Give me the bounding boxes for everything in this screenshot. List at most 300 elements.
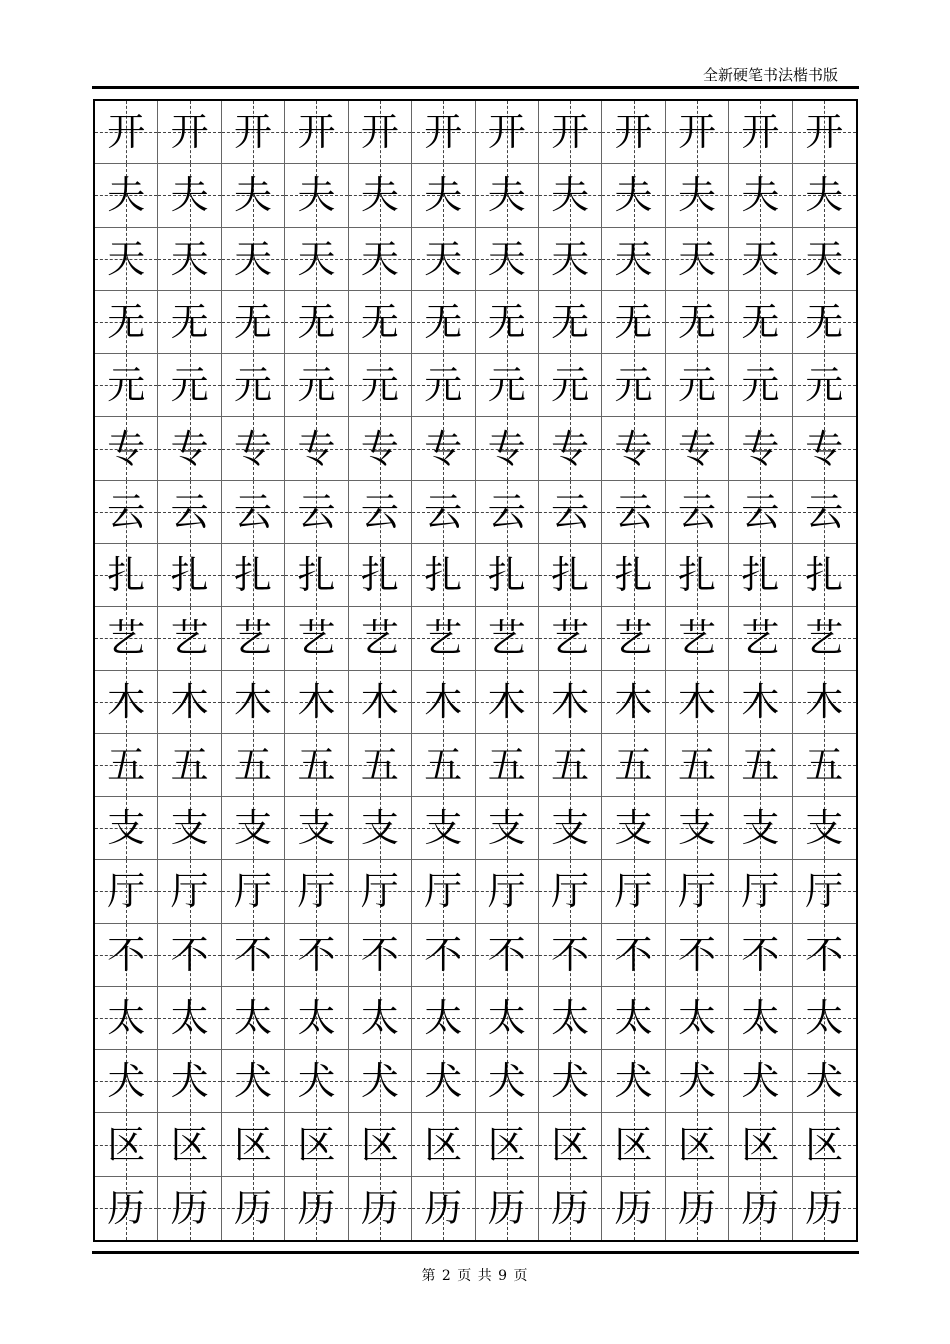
- practice-character: 支: [551, 806, 590, 851]
- practice-character: 艺: [424, 616, 463, 661]
- practice-cell: [349, 417, 412, 480]
- practice-character: 夫: [551, 173, 590, 218]
- practice-character: 五: [614, 742, 653, 787]
- practice-character: 历: [360, 1186, 399, 1231]
- practice-cell: [412, 1177, 475, 1240]
- practice-character: 开: [487, 110, 526, 155]
- practice-character: 五: [424, 742, 463, 787]
- practice-character: 犬: [360, 1059, 399, 1104]
- practice-character: 艺: [234, 616, 273, 661]
- practice-character: 专: [234, 426, 273, 471]
- practice-cell: [793, 1113, 856, 1176]
- practice-character: 夫: [487, 173, 526, 218]
- practice-character: 不: [551, 932, 590, 977]
- practice-cell: [95, 987, 158, 1050]
- practice-cell: [349, 734, 412, 797]
- practice-cell: [158, 1113, 221, 1176]
- practice-character: 历: [741, 1186, 780, 1231]
- practice-character: 木: [677, 679, 716, 724]
- practice-cell: [539, 101, 602, 164]
- practice-cell: [666, 1050, 729, 1113]
- practice-character: 元: [107, 363, 146, 408]
- practice-character: 区: [170, 1122, 209, 1167]
- practice-character: 太: [107, 996, 146, 1041]
- practice-cell: [539, 1050, 602, 1113]
- practice-character: 开: [297, 110, 336, 155]
- practice-cell: [95, 101, 158, 164]
- practice-character: 历: [614, 1186, 653, 1231]
- practice-character: 专: [741, 426, 780, 471]
- practice-cell: [222, 924, 285, 987]
- practice-cell: [222, 607, 285, 670]
- practice-character: 不: [107, 932, 146, 977]
- practice-character: 夫: [741, 173, 780, 218]
- practice-cell: [285, 544, 348, 607]
- practice-cell: [476, 481, 539, 544]
- practice-cell: [285, 354, 348, 417]
- practice-cell: [539, 987, 602, 1050]
- practice-cell: [285, 1177, 348, 1240]
- practice-character: 厅: [297, 869, 336, 914]
- practice-cell: [729, 417, 792, 480]
- practice-character: 不: [170, 932, 209, 977]
- practice-character: 专: [551, 426, 590, 471]
- practice-cell: [729, 797, 792, 860]
- practice-character: 历: [107, 1186, 146, 1231]
- practice-character: 元: [741, 363, 780, 408]
- practice-cell: [539, 860, 602, 923]
- practice-cell: [793, 671, 856, 734]
- practice-cell: [349, 164, 412, 227]
- practice-cell: [95, 734, 158, 797]
- practice-cell: [793, 987, 856, 1050]
- practice-character: 支: [677, 806, 716, 851]
- practice-cell: [539, 797, 602, 860]
- practice-character: 夫: [677, 173, 716, 218]
- practice-character: 元: [805, 363, 844, 408]
- practice-cell: [729, 1177, 792, 1240]
- practice-character: 不: [360, 932, 399, 977]
- practice-cell: [539, 671, 602, 734]
- practice-character: 太: [297, 996, 336, 1041]
- practice-cell: [285, 734, 348, 797]
- practice-cell: [95, 1177, 158, 1240]
- practice-cell: [158, 481, 221, 544]
- practice-cell: [602, 228, 665, 291]
- practice-character: 夫: [170, 173, 209, 218]
- practice-cell: [95, 354, 158, 417]
- practice-cell: [729, 481, 792, 544]
- practice-character: 云: [741, 489, 780, 534]
- practice-cell: [285, 607, 348, 670]
- practice-character: 天: [805, 236, 844, 281]
- practice-cell: [666, 924, 729, 987]
- practice-cell: [95, 797, 158, 860]
- practice-cell: [602, 354, 665, 417]
- practice-cell: [95, 228, 158, 291]
- practice-cell: [539, 354, 602, 417]
- practice-character: 开: [805, 110, 844, 155]
- practice-character: 天: [234, 236, 273, 281]
- practice-character: 历: [170, 1186, 209, 1231]
- practice-character: 元: [234, 363, 273, 408]
- practice-cell: [539, 291, 602, 354]
- practice-cell: [158, 987, 221, 1050]
- practice-character: 元: [551, 363, 590, 408]
- practice-cell: [349, 544, 412, 607]
- practice-character: 木: [360, 679, 399, 724]
- practice-cell: [222, 860, 285, 923]
- practice-cell: [285, 164, 348, 227]
- practice-character: 元: [170, 363, 209, 408]
- practice-cell: [602, 797, 665, 860]
- practice-character: 犬: [297, 1059, 336, 1104]
- practice-character: 云: [170, 489, 209, 534]
- practice-cell: [476, 860, 539, 923]
- practice-cell: [729, 354, 792, 417]
- practice-cell: [476, 924, 539, 987]
- practice-character: 元: [487, 363, 526, 408]
- practice-cell: [95, 671, 158, 734]
- practice-cell: [222, 228, 285, 291]
- practice-character: 艺: [297, 616, 336, 661]
- practice-character: 夫: [234, 173, 273, 218]
- practice-character: 夫: [614, 173, 653, 218]
- practice-cell: [729, 671, 792, 734]
- practice-cell: [476, 607, 539, 670]
- practice-character: 开: [360, 110, 399, 155]
- practice-character: 无: [805, 299, 844, 344]
- practice-character: 云: [234, 489, 273, 534]
- practice-cell: [285, 987, 348, 1050]
- practice-character: 太: [234, 996, 273, 1041]
- practice-character: 天: [551, 236, 590, 281]
- practice-character: 五: [107, 742, 146, 787]
- practice-character: 厅: [360, 869, 399, 914]
- practice-character: 犬: [234, 1059, 273, 1104]
- practice-cell: [158, 101, 221, 164]
- practice-character: 扎: [170, 553, 209, 598]
- practice-character: 云: [614, 489, 653, 534]
- practice-character: 支: [234, 806, 273, 851]
- practice-cell: [222, 544, 285, 607]
- practice-cell: [729, 924, 792, 987]
- practice-cell: [95, 924, 158, 987]
- practice-cell: [666, 987, 729, 1050]
- header-title: 全新硬笔书法楷书版: [702, 66, 838, 84]
- practice-character: 无: [424, 299, 463, 344]
- practice-character: 五: [234, 742, 273, 787]
- practice-cell: [476, 671, 539, 734]
- practice-cell: [95, 1050, 158, 1113]
- practice-character: 五: [741, 742, 780, 787]
- practice-cell: [412, 671, 475, 734]
- practice-character: 五: [677, 742, 716, 787]
- practice-cell: [95, 417, 158, 480]
- practice-cell: [285, 671, 348, 734]
- practice-cell: [476, 228, 539, 291]
- practice-cell: [729, 228, 792, 291]
- practice-character: 扎: [551, 553, 590, 598]
- bottom-rule: [92, 1251, 859, 1254]
- practice-character: 五: [170, 742, 209, 787]
- practice-character: 五: [487, 742, 526, 787]
- practice-character: 专: [170, 426, 209, 471]
- practice-character: 木: [170, 679, 209, 724]
- practice-cell: [793, 228, 856, 291]
- practice-cell: [666, 1113, 729, 1176]
- practice-cell: [349, 671, 412, 734]
- practice-cell: [793, 544, 856, 607]
- practice-cell: [95, 291, 158, 354]
- practice-character: 支: [297, 806, 336, 851]
- practice-character: 不: [805, 932, 844, 977]
- practice-character: 开: [741, 110, 780, 155]
- practice-cell: [222, 1113, 285, 1176]
- practice-cell: [349, 797, 412, 860]
- practice-cell: [539, 1113, 602, 1176]
- practice-cell: [95, 860, 158, 923]
- practice-cell: [539, 734, 602, 797]
- practice-character: 无: [234, 299, 273, 344]
- practice-character: 木: [424, 679, 463, 724]
- practice-character: 天: [107, 236, 146, 281]
- practice-character: 五: [297, 742, 336, 787]
- practice-character: 扎: [297, 553, 336, 598]
- practice-cell: [158, 354, 221, 417]
- practice-cell: [158, 607, 221, 670]
- practice-character: 历: [234, 1186, 273, 1231]
- practice-character: 元: [360, 363, 399, 408]
- practice-cell: [412, 291, 475, 354]
- practice-cell: [602, 1177, 665, 1240]
- practice-cell: [602, 164, 665, 227]
- practice-character: 犬: [677, 1059, 716, 1104]
- practice-cell: [412, 607, 475, 670]
- practice-character: 区: [614, 1122, 653, 1167]
- practice-cell: [412, 101, 475, 164]
- practice-character: 不: [297, 932, 336, 977]
- practice-cell: [412, 987, 475, 1050]
- practice-grid: [95, 101, 856, 1240]
- practice-cell: [158, 228, 221, 291]
- practice-cell: [95, 607, 158, 670]
- practice-cell: [349, 228, 412, 291]
- practice-character: 犬: [551, 1059, 590, 1104]
- practice-cell: [285, 797, 348, 860]
- practice-cell: [602, 734, 665, 797]
- practice-character: 扎: [487, 553, 526, 598]
- practice-cell: [95, 481, 158, 544]
- practice-cell: [793, 734, 856, 797]
- practice-character: 天: [170, 236, 209, 281]
- practice-character: 历: [424, 1186, 463, 1231]
- practice-cell: [793, 164, 856, 227]
- practice-character: 无: [677, 299, 716, 344]
- practice-character: 无: [614, 299, 653, 344]
- practice-cell: [539, 607, 602, 670]
- practice-cell: [158, 291, 221, 354]
- practice-character: 夫: [424, 173, 463, 218]
- practice-cell: [793, 481, 856, 544]
- practice-cell: [729, 544, 792, 607]
- practice-cell: [285, 228, 348, 291]
- practice-character: 扎: [234, 553, 273, 598]
- practice-cell: [729, 164, 792, 227]
- practice-character: 历: [487, 1186, 526, 1231]
- practice-cell: [476, 1113, 539, 1176]
- practice-cell: [349, 607, 412, 670]
- practice-character: 天: [487, 236, 526, 281]
- practice-cell: [602, 607, 665, 670]
- practice-cell: [349, 354, 412, 417]
- practice-character: 云: [107, 489, 146, 534]
- practice-character: 木: [297, 679, 336, 724]
- practice-cell: [729, 734, 792, 797]
- top-rule: [92, 86, 859, 89]
- practice-character: 夫: [297, 173, 336, 218]
- practice-cell: [729, 987, 792, 1050]
- practice-cell: [285, 101, 348, 164]
- practice-cell: [349, 291, 412, 354]
- practice-cell: [222, 354, 285, 417]
- practice-character: 扎: [614, 553, 653, 598]
- practice-cell: [666, 734, 729, 797]
- practice-cell: [412, 544, 475, 607]
- practice-character: 支: [424, 806, 463, 851]
- practice-character: 厅: [741, 869, 780, 914]
- practice-cell: [412, 1113, 475, 1176]
- practice-cell: [476, 1050, 539, 1113]
- practice-character: 无: [741, 299, 780, 344]
- practice-character: 木: [741, 679, 780, 724]
- practice-character: 无: [551, 299, 590, 344]
- practice-character: 专: [805, 426, 844, 471]
- practice-character: 不: [677, 932, 716, 977]
- practice-cell: [666, 354, 729, 417]
- practice-cell: [158, 797, 221, 860]
- practice-character: 夫: [360, 173, 399, 218]
- practice-character: 艺: [741, 616, 780, 661]
- practice-cell: [666, 417, 729, 480]
- practice-cell: [285, 291, 348, 354]
- practice-character: 开: [107, 110, 146, 155]
- practice-cell: [476, 1177, 539, 1240]
- practice-cell: [158, 924, 221, 987]
- practice-character: 云: [297, 489, 336, 534]
- practice-cell: [666, 101, 729, 164]
- practice-character: 不: [234, 932, 273, 977]
- practice-character: 木: [107, 679, 146, 724]
- practice-cell: [158, 860, 221, 923]
- practice-cell: [602, 1113, 665, 1176]
- practice-cell: [729, 860, 792, 923]
- practice-character: 天: [614, 236, 653, 281]
- practice-cell: [666, 164, 729, 227]
- practice-cell: [476, 164, 539, 227]
- practice-character: 天: [677, 236, 716, 281]
- practice-cell: [666, 228, 729, 291]
- practice-cell: [95, 164, 158, 227]
- practice-character: 云: [551, 489, 590, 534]
- practice-cell: [476, 797, 539, 860]
- practice-cell: [602, 671, 665, 734]
- practice-cell: [95, 1113, 158, 1176]
- practice-character: 木: [551, 679, 590, 724]
- practice-cell: [285, 481, 348, 544]
- practice-character: 扎: [107, 553, 146, 598]
- practice-character: 区: [741, 1122, 780, 1167]
- practice-cell: [476, 354, 539, 417]
- practice-character: 艺: [805, 616, 844, 661]
- practice-character: 无: [297, 299, 336, 344]
- practice-cell: [222, 164, 285, 227]
- practice-cell: [793, 417, 856, 480]
- practice-character: 云: [677, 489, 716, 534]
- practice-character: 太: [741, 996, 780, 1041]
- practice-character: 太: [677, 996, 716, 1041]
- practice-character: 区: [805, 1122, 844, 1167]
- practice-cell: [222, 1050, 285, 1113]
- practice-character: 不: [424, 932, 463, 977]
- practice-cell: [793, 101, 856, 164]
- practice-cell: [476, 417, 539, 480]
- practice-cell: [602, 101, 665, 164]
- practice-character: 厅: [487, 869, 526, 914]
- practice-character: 区: [297, 1122, 336, 1167]
- practice-character: 支: [107, 806, 146, 851]
- practice-character: 区: [551, 1122, 590, 1167]
- practice-character: 天: [741, 236, 780, 281]
- practice-character: 天: [297, 236, 336, 281]
- practice-character: 扎: [360, 553, 399, 598]
- practice-character: 犬: [614, 1059, 653, 1104]
- practice-character: 无: [107, 299, 146, 344]
- practice-character: 厅: [234, 869, 273, 914]
- practice-cell: [602, 987, 665, 1050]
- practice-character: 天: [360, 236, 399, 281]
- practice-cell: [793, 1050, 856, 1113]
- practice-cell: [158, 164, 221, 227]
- practice-character: 艺: [551, 616, 590, 661]
- practice-character: 区: [107, 1122, 146, 1167]
- practice-character: 元: [614, 363, 653, 408]
- practice-character: 五: [805, 742, 844, 787]
- practice-character: 木: [805, 679, 844, 724]
- practice-character: 专: [487, 426, 526, 471]
- practice-cell: [476, 291, 539, 354]
- practice-cell: [476, 734, 539, 797]
- practice-cell: [412, 417, 475, 480]
- practice-character: 犬: [487, 1059, 526, 1104]
- practice-cell: [539, 924, 602, 987]
- practice-character: 区: [234, 1122, 273, 1167]
- practice-character: 艺: [170, 616, 209, 661]
- practice-character: 支: [741, 806, 780, 851]
- practice-cell: [222, 671, 285, 734]
- practice-character: 木: [487, 679, 526, 724]
- practice-character: 太: [170, 996, 209, 1041]
- practice-cell: [222, 291, 285, 354]
- practice-cell: [222, 734, 285, 797]
- practice-character: 天: [424, 236, 463, 281]
- practice-character: 艺: [107, 616, 146, 661]
- practice-cell: [222, 481, 285, 544]
- practice-character: 专: [677, 426, 716, 471]
- practice-character: 太: [805, 996, 844, 1041]
- practice-character: 厅: [805, 869, 844, 914]
- practice-cell: [349, 101, 412, 164]
